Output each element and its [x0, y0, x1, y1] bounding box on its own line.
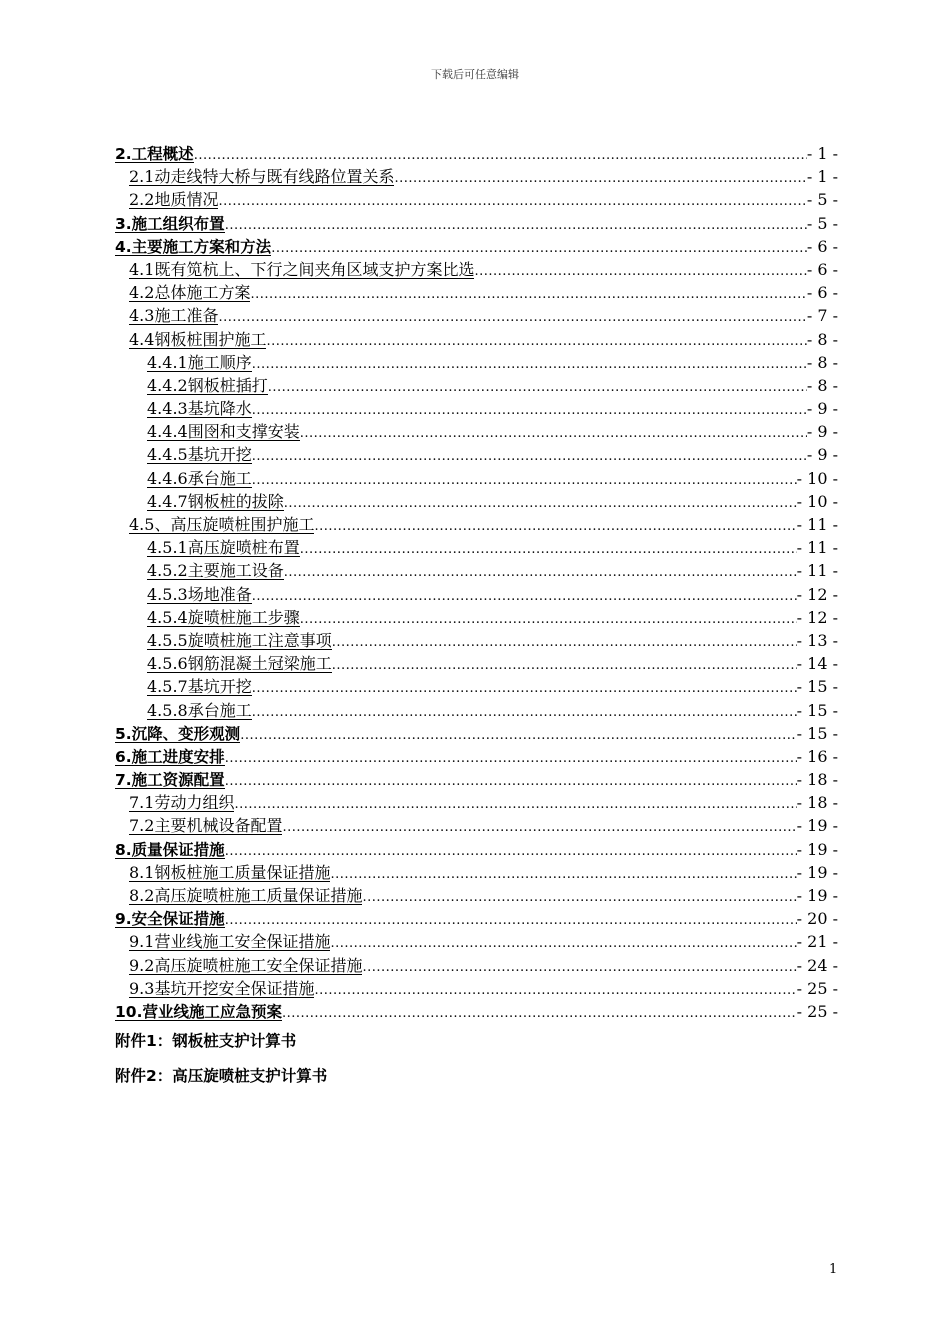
toc-entry-page: - 13 - — [796, 630, 838, 650]
toc-leader-dots — [314, 515, 796, 538]
toc-leader-dots — [282, 1002, 797, 1025]
toc-entry-page: - 11 - — [796, 561, 838, 581]
toc-leader-dots — [332, 631, 797, 654]
toc-entry[interactable] — [115, 258, 838, 281]
toc-entry[interactable] — [115, 606, 838, 629]
toc-entry[interactable] — [115, 490, 838, 513]
toc-entry[interactable] — [115, 513, 838, 536]
toc-entry-page: - 10 - — [796, 468, 838, 488]
toc-entry-title: 4.5.8承台施工 — [147, 700, 252, 720]
toc-leader-dots — [300, 422, 807, 445]
toc-entry-title: 4.5.2主要施工设备 — [147, 561, 284, 581]
page-header: 下载后可任意编辑 — [431, 68, 519, 81]
toc-leader-dots — [330, 863, 796, 886]
toc-entry-page: - 21 - — [796, 932, 838, 952]
toc-entry-page: - 1 - — [806, 167, 838, 187]
toc-leader-dots — [194, 144, 807, 167]
toc-entry[interactable] — [115, 142, 838, 165]
toc-entry-title: 4.5.3场地准备 — [147, 584, 252, 604]
toc-leader-dots — [252, 399, 807, 422]
toc-leader-dots — [300, 608, 797, 631]
toc-leader-dots — [362, 956, 796, 979]
toc-leader-dots — [225, 747, 797, 770]
toc-entry[interactable] — [115, 884, 838, 907]
toc-leader-dots — [332, 654, 797, 677]
toc-entry-title: 9.2高压旋喷桩施工安全保证措施 — [129, 955, 363, 975]
toc-entry[interactable] — [115, 165, 838, 188]
toc-entry-title: 4.1既有笕杭上、下行之间夹角区域支护方案比选 — [129, 259, 475, 279]
toc-entry[interactable] — [115, 861, 838, 884]
toc-entry[interactable] — [115, 583, 838, 606]
toc-entry-page: - 19 - — [796, 839, 838, 859]
toc-entry-page: - 18 - — [796, 793, 838, 813]
toc-entry-title: 4.5.7基坑开挖 — [147, 677, 252, 697]
toc-leader-dots — [282, 816, 796, 839]
toc-leader-dots — [252, 445, 807, 468]
toc-entry-page: - 6 - — [806, 283, 838, 303]
toc-entry[interactable] — [115, 351, 838, 374]
toc-entry-title: 8.质量保证措施 — [115, 840, 225, 859]
toc-entry-title: 4.4.3基坑降水 — [147, 399, 252, 419]
toc-entry[interactable] — [115, 397, 838, 420]
toc-entry-page: - 9 - — [806, 422, 838, 442]
toc-entry-title: 2.工程概述 — [115, 145, 194, 163]
toc-entry-title: 4.2总体施工方案 — [129, 283, 251, 303]
toc-entry[interactable] — [115, 1000, 838, 1023]
toc-leader-dots — [266, 330, 806, 353]
toc-entry-page: - 18 - — [796, 770, 838, 790]
toc-entry-page: - 24 - — [796, 955, 838, 975]
toc-entry-title: 9.1营业线施工安全保证措施 — [129, 932, 331, 952]
attachment-2[interactable]: 附件2：高压旋喷桩支护计算书 — [115, 1067, 328, 1085]
toc-entry-page: - 19 - — [796, 886, 838, 905]
toc-entry-title: 4.4.5基坑开挖 — [147, 445, 252, 465]
toc-entry-title: 6.施工进度安排 — [115, 747, 225, 766]
toc-entry-page: - 16 - — [796, 746, 838, 766]
toc-leader-dots — [252, 677, 797, 700]
toc-entry[interactable] — [115, 374, 838, 397]
toc-leader-dots — [284, 492, 797, 515]
toc-leader-dots — [300, 538, 797, 561]
toc-leader-dots — [271, 237, 807, 260]
toc-entry[interactable] — [115, 722, 838, 745]
toc-entry-page: - 5 - — [806, 190, 838, 210]
toc-entry-page: - 6 - — [806, 236, 838, 256]
toc-leader-dots — [218, 190, 806, 213]
toc-entry[interactable] — [115, 420, 838, 443]
toc-leader-dots — [252, 701, 797, 724]
toc-entry[interactable] — [115, 954, 838, 977]
toc-entry-title: 9.3基坑开挖安全保证措施 — [129, 978, 315, 998]
toc-entry-page: - 11 - — [796, 538, 838, 558]
toc-entry-page: - 6 - — [806, 259, 838, 279]
attachment-1[interactable]: 附件1：钢板桩支护计算书 — [115, 1032, 297, 1050]
toc-leader-dots — [284, 561, 797, 584]
toc-entry-title: 4.4.4围囹和支撑安装 — [147, 422, 300, 442]
toc-entry-page: - 10 - — [796, 491, 838, 511]
toc-leader-dots — [225, 770, 797, 793]
toc-entry[interactable] — [115, 212, 838, 235]
toc-entry-title: 4.4.7钢板桩的拔除 — [147, 491, 284, 511]
toc-entry[interactable] — [115, 467, 838, 490]
toc-entry-page: - 15 - — [796, 677, 838, 697]
toc-entry[interactable] — [115, 745, 838, 768]
toc-leader-dots — [234, 793, 796, 816]
toc-entry[interactable] — [115, 443, 838, 466]
toc-entry-title: 2.2地质情况 — [129, 190, 219, 210]
toc-entry[interactable] — [115, 652, 838, 675]
toc-entry-page: - 12 - — [796, 607, 838, 627]
toc-entry-page: - 25 - — [796, 1001, 838, 1021]
toc-entry-title: 4.5.6钢筋混凝土冠梁施工 — [147, 654, 332, 674]
toc-entry-page: - 25 - — [796, 978, 838, 998]
toc-entry[interactable] — [115, 536, 838, 559]
toc-entry-page: - 20 - — [796, 909, 838, 929]
toc-entry-title: 10.营业线施工应急预案 — [115, 1002, 282, 1021]
toc-leader-dots — [218, 306, 806, 329]
toc-entry-page: - 19 - — [796, 816, 838, 836]
toc-entry-title: 4.4.2钢板桩插打 — [147, 375, 268, 395]
toc-leader-dots — [394, 167, 806, 190]
toc-entry-title: 3.施工组织布置 — [115, 214, 225, 233]
toc-entry-title: 4.5.5旋喷桩施工注意事项 — [147, 630, 332, 650]
toc-entry-page: - 11 - — [796, 515, 838, 534]
toc-entry-title: 4.3施工准备 — [129, 306, 219, 326]
toc-entry-title: 7.1劳动力组织 — [129, 793, 235, 813]
toc-entry-title: 8.2高压旋喷桩施工质量保证措施 — [129, 886, 363, 905]
toc-entry[interactable] — [115, 328, 838, 351]
toc-entry[interactable] — [115, 977, 838, 1000]
toc-entry[interactable] — [115, 304, 838, 327]
toc-entry-title: 4.5.1高压旋喷桩布置 — [147, 538, 300, 558]
toc-leader-dots — [240, 724, 796, 747]
toc-entry-title: 2.1动走线特大桥与既有线路位置关系 — [129, 167, 395, 187]
toc-entry[interactable] — [115, 930, 838, 953]
toc-leader-dots — [252, 353, 807, 376]
toc-entry-page: - 7 - — [806, 306, 838, 326]
toc-entry-title: 4.5.4旋喷桩施工步骤 — [147, 607, 300, 627]
toc-leader-dots — [362, 886, 796, 909]
toc-entry[interactable] — [115, 838, 838, 861]
toc-entry-title: 7.施工资源配置 — [115, 771, 225, 790]
toc-entry-title: 4.5、高压旋喷桩围护施工 — [129, 515, 315, 534]
toc-entry-page: - 15 - — [796, 700, 838, 720]
toc-entry-page: - 12 - — [796, 584, 838, 604]
toc-leader-dots — [252, 585, 797, 608]
toc-entry-page: - 1 - — [806, 144, 838, 163]
toc-entry-page: - 8 - — [806, 375, 838, 395]
toc-entry-title: 8.1钢板桩施工质量保证措施 — [129, 862, 331, 882]
toc-leader-dots — [268, 376, 807, 399]
toc-entry-page: - 14 - — [796, 654, 838, 674]
toc-entry-title: 4.4.6承台施工 — [147, 468, 252, 488]
toc-entry[interactable] — [115, 281, 838, 304]
toc-leader-dots — [225, 909, 797, 932]
toc-leader-dots — [314, 979, 796, 1002]
toc-entry-title: 5.沉降、变形观测 — [115, 724, 241, 743]
toc-leader-dots — [474, 260, 806, 283]
table-of-contents — [115, 142, 838, 1023]
toc-entry-title: 7.2主要机械设备配置 — [129, 816, 283, 836]
toc-entry-page: - 8 - — [806, 352, 838, 372]
toc-entry-page: - 5 - — [806, 213, 838, 233]
toc-entry[interactable] — [115, 699, 838, 722]
toc-entry[interactable] — [115, 814, 838, 837]
toc-entry[interactable] — [115, 907, 838, 930]
toc-entry[interactable] — [115, 675, 838, 698]
toc-entry[interactable] — [115, 188, 838, 211]
toc-entry-title: 4.4钢板桩围护施工 — [129, 329, 267, 349]
toc-entry[interactable] — [115, 629, 838, 652]
toc-entry-page: - 8 - — [806, 329, 838, 349]
toc-leader-dots — [252, 469, 797, 492]
toc-leader-dots — [250, 283, 806, 306]
toc-entry-page: - 9 - — [806, 445, 838, 465]
toc-entry[interactable] — [115, 791, 838, 814]
toc-entry-page: - 19 - — [796, 862, 838, 882]
toc-entry-title: 9.安全保证措施 — [115, 910, 225, 929]
page-number: 1 — [829, 1262, 838, 1277]
toc-leader-dots — [225, 214, 807, 237]
toc-entry-title: 4.4.1施工顺序 — [147, 352, 252, 372]
toc-entry-page: - 15 - — [796, 723, 838, 743]
toc-entry[interactable] — [115, 235, 838, 258]
toc-entry-page: - 9 - — [806, 399, 838, 419]
toc-entry[interactable] — [115, 768, 838, 791]
toc-leader-dots — [225, 840, 797, 863]
toc-entry[interactable] — [115, 559, 838, 582]
toc-leader-dots — [330, 932, 796, 955]
toc-entry-title: 4.主要施工方案和方法 — [115, 237, 272, 256]
